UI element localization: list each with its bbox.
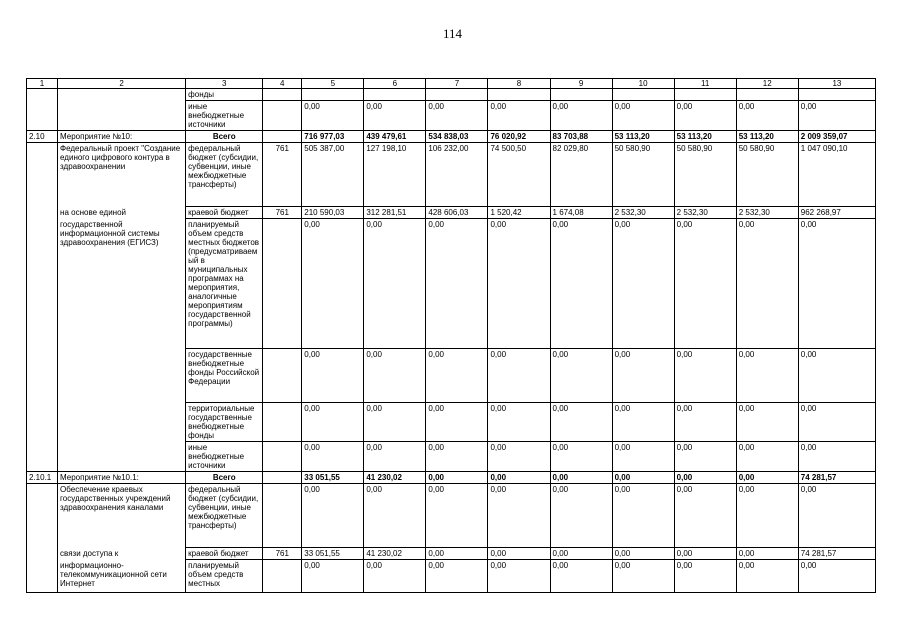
- funding-source-cell: Всего: [186, 472, 263, 484]
- value-cell: 0,00: [798, 349, 875, 403]
- row-number-cell: [27, 219, 58, 349]
- value-cell: 0,00: [612, 403, 674, 442]
- value-cell: 0,00: [736, 219, 798, 349]
- row-number-cell: [27, 143, 58, 207]
- row-number-cell: [27, 560, 58, 593]
- value-cell: 0,00: [426, 548, 488, 560]
- value-cell: 0,00: [674, 560, 736, 593]
- value-cell: 0,00: [488, 548, 550, 560]
- value-cell: 0,00: [302, 349, 364, 403]
- value-cell: 0,00: [798, 484, 875, 548]
- value-cell: 0,00: [364, 219, 426, 349]
- activity-name-cell: Мероприятие №10:: [58, 131, 186, 143]
- value-cell: 0,00: [426, 484, 488, 548]
- funding-source-cell: фонды: [186, 89, 263, 101]
- value-cell: 0,00: [302, 403, 364, 442]
- table-row: [27, 143, 876, 207]
- row-number-cell: 2.10.1: [27, 472, 58, 484]
- code-cell: [263, 403, 302, 442]
- value-cell: 428 606,03: [426, 207, 488, 219]
- value-cell: 50 580,90: [612, 143, 674, 207]
- column-number: 1: [27, 79, 58, 89]
- table-row: [27, 131, 876, 143]
- value-cell: 0,00: [798, 403, 875, 442]
- code-cell: [263, 349, 302, 403]
- activity-name-cell: [58, 101, 186, 131]
- funding-source-cell: Всего: [186, 131, 263, 143]
- value-cell: 505 387,00: [302, 143, 364, 207]
- activity-name-cell: связи доступа к: [58, 548, 186, 560]
- value-cell: 0,00: [674, 548, 736, 560]
- value-cell: 1 520,42: [488, 207, 550, 219]
- activity-name-cell: информационно-телекоммуникационной сети Интернет: [58, 560, 186, 593]
- value-cell: 312 281,51: [364, 207, 426, 219]
- code-cell: [263, 219, 302, 349]
- row-number-cell: [27, 101, 58, 131]
- value-cell: 0,00: [550, 403, 612, 442]
- value-cell: 0,00: [612, 484, 674, 548]
- value-cell: 53 113,20: [674, 131, 736, 143]
- value-cell: [798, 89, 875, 101]
- value-cell: 0,00: [550, 548, 612, 560]
- funding-source-cell: федеральный бюджет (субсидии, субвенции, иные межбюджетные трансферты): [186, 143, 263, 207]
- value-cell: 0,00: [736, 560, 798, 593]
- funding-source-cell: государственные внебюджетные фонды Российской Федерации: [186, 349, 263, 403]
- value-cell: 0,00: [736, 403, 798, 442]
- value-cell: 0,00: [736, 442, 798, 472]
- value-cell: 82 029,80: [550, 143, 612, 207]
- value-cell: 74 500,50: [488, 143, 550, 207]
- code-cell: [263, 484, 302, 548]
- code-cell: 761: [263, 143, 302, 207]
- column-number: 12: [736, 79, 798, 89]
- column-number: 8: [488, 79, 550, 89]
- row-number-cell: [27, 442, 58, 472]
- value-cell: 439 479,61: [364, 131, 426, 143]
- value-cell: 2 009 359,07: [798, 131, 875, 143]
- table-row: [27, 207, 876, 219]
- funding-source-cell: иные внебюджетные источники: [186, 442, 263, 472]
- value-cell: 0,00: [302, 560, 364, 593]
- value-cell: [488, 89, 550, 101]
- column-number: 6: [364, 79, 426, 89]
- activity-name-cell: [58, 89, 186, 101]
- value-cell: [364, 89, 426, 101]
- value-cell: 0,00: [302, 219, 364, 349]
- value-cell: 0,00: [364, 484, 426, 548]
- value-cell: 0,00: [736, 548, 798, 560]
- table-row: [27, 484, 876, 548]
- value-cell: 0,00: [736, 101, 798, 131]
- value-cell: 0,00: [302, 101, 364, 131]
- row-number-cell: [27, 548, 58, 560]
- value-cell: 0,00: [550, 484, 612, 548]
- column-number-row: [27, 79, 876, 89]
- value-cell: 0,00: [612, 219, 674, 349]
- value-cell: 0,00: [364, 403, 426, 442]
- value-cell: 0,00: [550, 472, 612, 484]
- value-cell: 53 113,20: [612, 131, 674, 143]
- value-cell: 0,00: [550, 219, 612, 349]
- code-cell: [263, 101, 302, 131]
- value-cell: 0,00: [364, 560, 426, 593]
- value-cell: 0,00: [426, 472, 488, 484]
- value-cell: 1 674,08: [550, 207, 612, 219]
- value-cell: 962 268,97: [798, 207, 875, 219]
- funding-source-cell: иные внебюджетные источники: [186, 101, 263, 131]
- value-cell: 0,00: [488, 484, 550, 548]
- row-number-cell: [27, 484, 58, 548]
- value-cell: 0,00: [426, 403, 488, 442]
- value-cell: 0,00: [302, 484, 364, 548]
- value-cell: [426, 89, 488, 101]
- row-number-cell: [27, 207, 58, 219]
- activity-name-cell: [58, 349, 186, 403]
- value-cell: 0,00: [798, 101, 875, 131]
- value-cell: 0,00: [302, 442, 364, 472]
- value-cell: 0,00: [364, 442, 426, 472]
- row-number-cell: 2.10: [27, 131, 58, 143]
- value-cell: 0,00: [612, 472, 674, 484]
- value-cell: 0,00: [674, 403, 736, 442]
- value-cell: 0,00: [488, 442, 550, 472]
- funding-source-cell: краевой бюджет: [186, 548, 263, 560]
- value-cell: 50 580,90: [736, 143, 798, 207]
- value-cell: 1 047 090,10: [798, 143, 875, 207]
- value-cell: 0,00: [674, 219, 736, 349]
- value-cell: 0,00: [364, 101, 426, 131]
- value-cell: [612, 89, 674, 101]
- value-cell: 74 281,57: [798, 472, 875, 484]
- code-cell: [263, 472, 302, 484]
- value-cell: 33 051,55: [302, 548, 364, 560]
- funding-source-cell: планируемый объем средств местных бюджетов (предусматриваемый в муниципальных программах на мероприятия, аналогичные мероприятиям государственной программы): [186, 219, 263, 349]
- value-cell: 0,00: [612, 101, 674, 131]
- value-cell: 0,00: [798, 560, 875, 593]
- value-cell: 0,00: [488, 219, 550, 349]
- table-row: [27, 548, 876, 560]
- code-cell: [263, 560, 302, 593]
- code-cell: [263, 442, 302, 472]
- code-cell: [263, 89, 302, 101]
- funding-source-cell: краевой бюджет: [186, 207, 263, 219]
- column-number: 9: [550, 79, 612, 89]
- value-cell: 534 838,03: [426, 131, 488, 143]
- value-cell: 716 977,03: [302, 131, 364, 143]
- table-row: [27, 349, 876, 403]
- value-cell: 41 230,02: [364, 548, 426, 560]
- activity-name-cell: на основе единой: [58, 207, 186, 219]
- value-cell: 0,00: [612, 442, 674, 472]
- value-cell: 0,00: [550, 349, 612, 403]
- value-cell: 74 281,57: [798, 548, 875, 560]
- code-cell: 761: [263, 548, 302, 560]
- value-cell: 0,00: [550, 560, 612, 593]
- value-cell: 0,00: [736, 472, 798, 484]
- value-cell: 83 703,88: [550, 131, 612, 143]
- value-cell: 0,00: [798, 219, 875, 349]
- value-cell: 0,00: [798, 442, 875, 472]
- activity-name-cell: государственной информационной системы здравоохранения (ЕГИСЗ): [58, 219, 186, 349]
- value-cell: 0,00: [550, 101, 612, 131]
- value-cell: 2 532,30: [612, 207, 674, 219]
- row-number-cell: [27, 403, 58, 442]
- column-number: 2: [58, 79, 186, 89]
- value-cell: 0,00: [674, 484, 736, 548]
- activity-name-cell: [58, 403, 186, 442]
- table-row: [27, 219, 876, 349]
- column-number: 10: [612, 79, 674, 89]
- table-row: [27, 560, 876, 593]
- column-number: 11: [674, 79, 736, 89]
- value-cell: 0,00: [426, 349, 488, 403]
- column-number: 13: [798, 79, 875, 89]
- value-cell: 210 590,03: [302, 207, 364, 219]
- value-cell: [302, 89, 364, 101]
- funding-source-cell: федеральный бюджет (субсидии, субвенции, иные межбюджетные трансферты): [186, 484, 263, 548]
- budget-table: [26, 78, 876, 593]
- value-cell: [736, 89, 798, 101]
- value-cell: 2 532,30: [674, 207, 736, 219]
- funding-source-cell: территориальные государственные внебюджетные фонды: [186, 403, 263, 442]
- value-cell: 0,00: [426, 442, 488, 472]
- value-cell: 53 113,20: [736, 131, 798, 143]
- column-number: 3: [186, 79, 263, 89]
- value-cell: 0,00: [488, 349, 550, 403]
- row-number-cell: [27, 349, 58, 403]
- value-cell: 0,00: [674, 472, 736, 484]
- column-number: 7: [426, 79, 488, 89]
- value-cell: 2 532,30: [736, 207, 798, 219]
- value-cell: 0,00: [488, 101, 550, 131]
- value-cell: 0,00: [488, 403, 550, 442]
- table-row: [27, 101, 876, 131]
- funding-source-cell: планируемый объем средств местных: [186, 560, 263, 593]
- value-cell: 0,00: [612, 560, 674, 593]
- table-row: [27, 403, 876, 442]
- value-cell: 0,00: [612, 548, 674, 560]
- value-cell: 0,00: [612, 349, 674, 403]
- value-cell: [550, 89, 612, 101]
- value-cell: 106 232,00: [426, 143, 488, 207]
- column-number: 4: [263, 79, 302, 89]
- activity-name-cell: Федеральный проект "Создание единого цифрового контура в здравоохранении: [58, 143, 186, 207]
- value-cell: 0,00: [736, 484, 798, 548]
- value-cell: 0,00: [674, 349, 736, 403]
- activity-name-cell: Обеспечение краевых государственных учреждений здравоохранения каналами: [58, 484, 186, 548]
- value-cell: 0,00: [674, 101, 736, 131]
- code-cell: 761: [263, 207, 302, 219]
- code-cell: [263, 131, 302, 143]
- activity-name-cell: Мероприятие №10.1:: [58, 472, 186, 484]
- value-cell: 0,00: [488, 560, 550, 593]
- value-cell: 50 580,90: [674, 143, 736, 207]
- page-number: 114: [442, 26, 463, 41]
- value-cell: 0,00: [426, 560, 488, 593]
- table-row: [27, 89, 876, 101]
- value-cell: 33 051,55: [302, 472, 364, 484]
- value-cell: 0,00: [550, 442, 612, 472]
- value-cell: 0,00: [426, 219, 488, 349]
- activity-name-cell: [58, 442, 186, 472]
- table-row: [27, 442, 876, 472]
- value-cell: 0,00: [364, 349, 426, 403]
- value-cell: 0,00: [736, 349, 798, 403]
- value-cell: [674, 89, 736, 101]
- value-cell: 76 020,92: [488, 131, 550, 143]
- table-row: [27, 472, 876, 484]
- value-cell: 41 230,02: [364, 472, 426, 484]
- column-number: 5: [302, 79, 364, 89]
- row-number-cell: [27, 89, 58, 101]
- value-cell: 0,00: [426, 101, 488, 131]
- value-cell: 127 198,10: [364, 143, 426, 207]
- value-cell: 0,00: [488, 472, 550, 484]
- value-cell: 0,00: [674, 442, 736, 472]
